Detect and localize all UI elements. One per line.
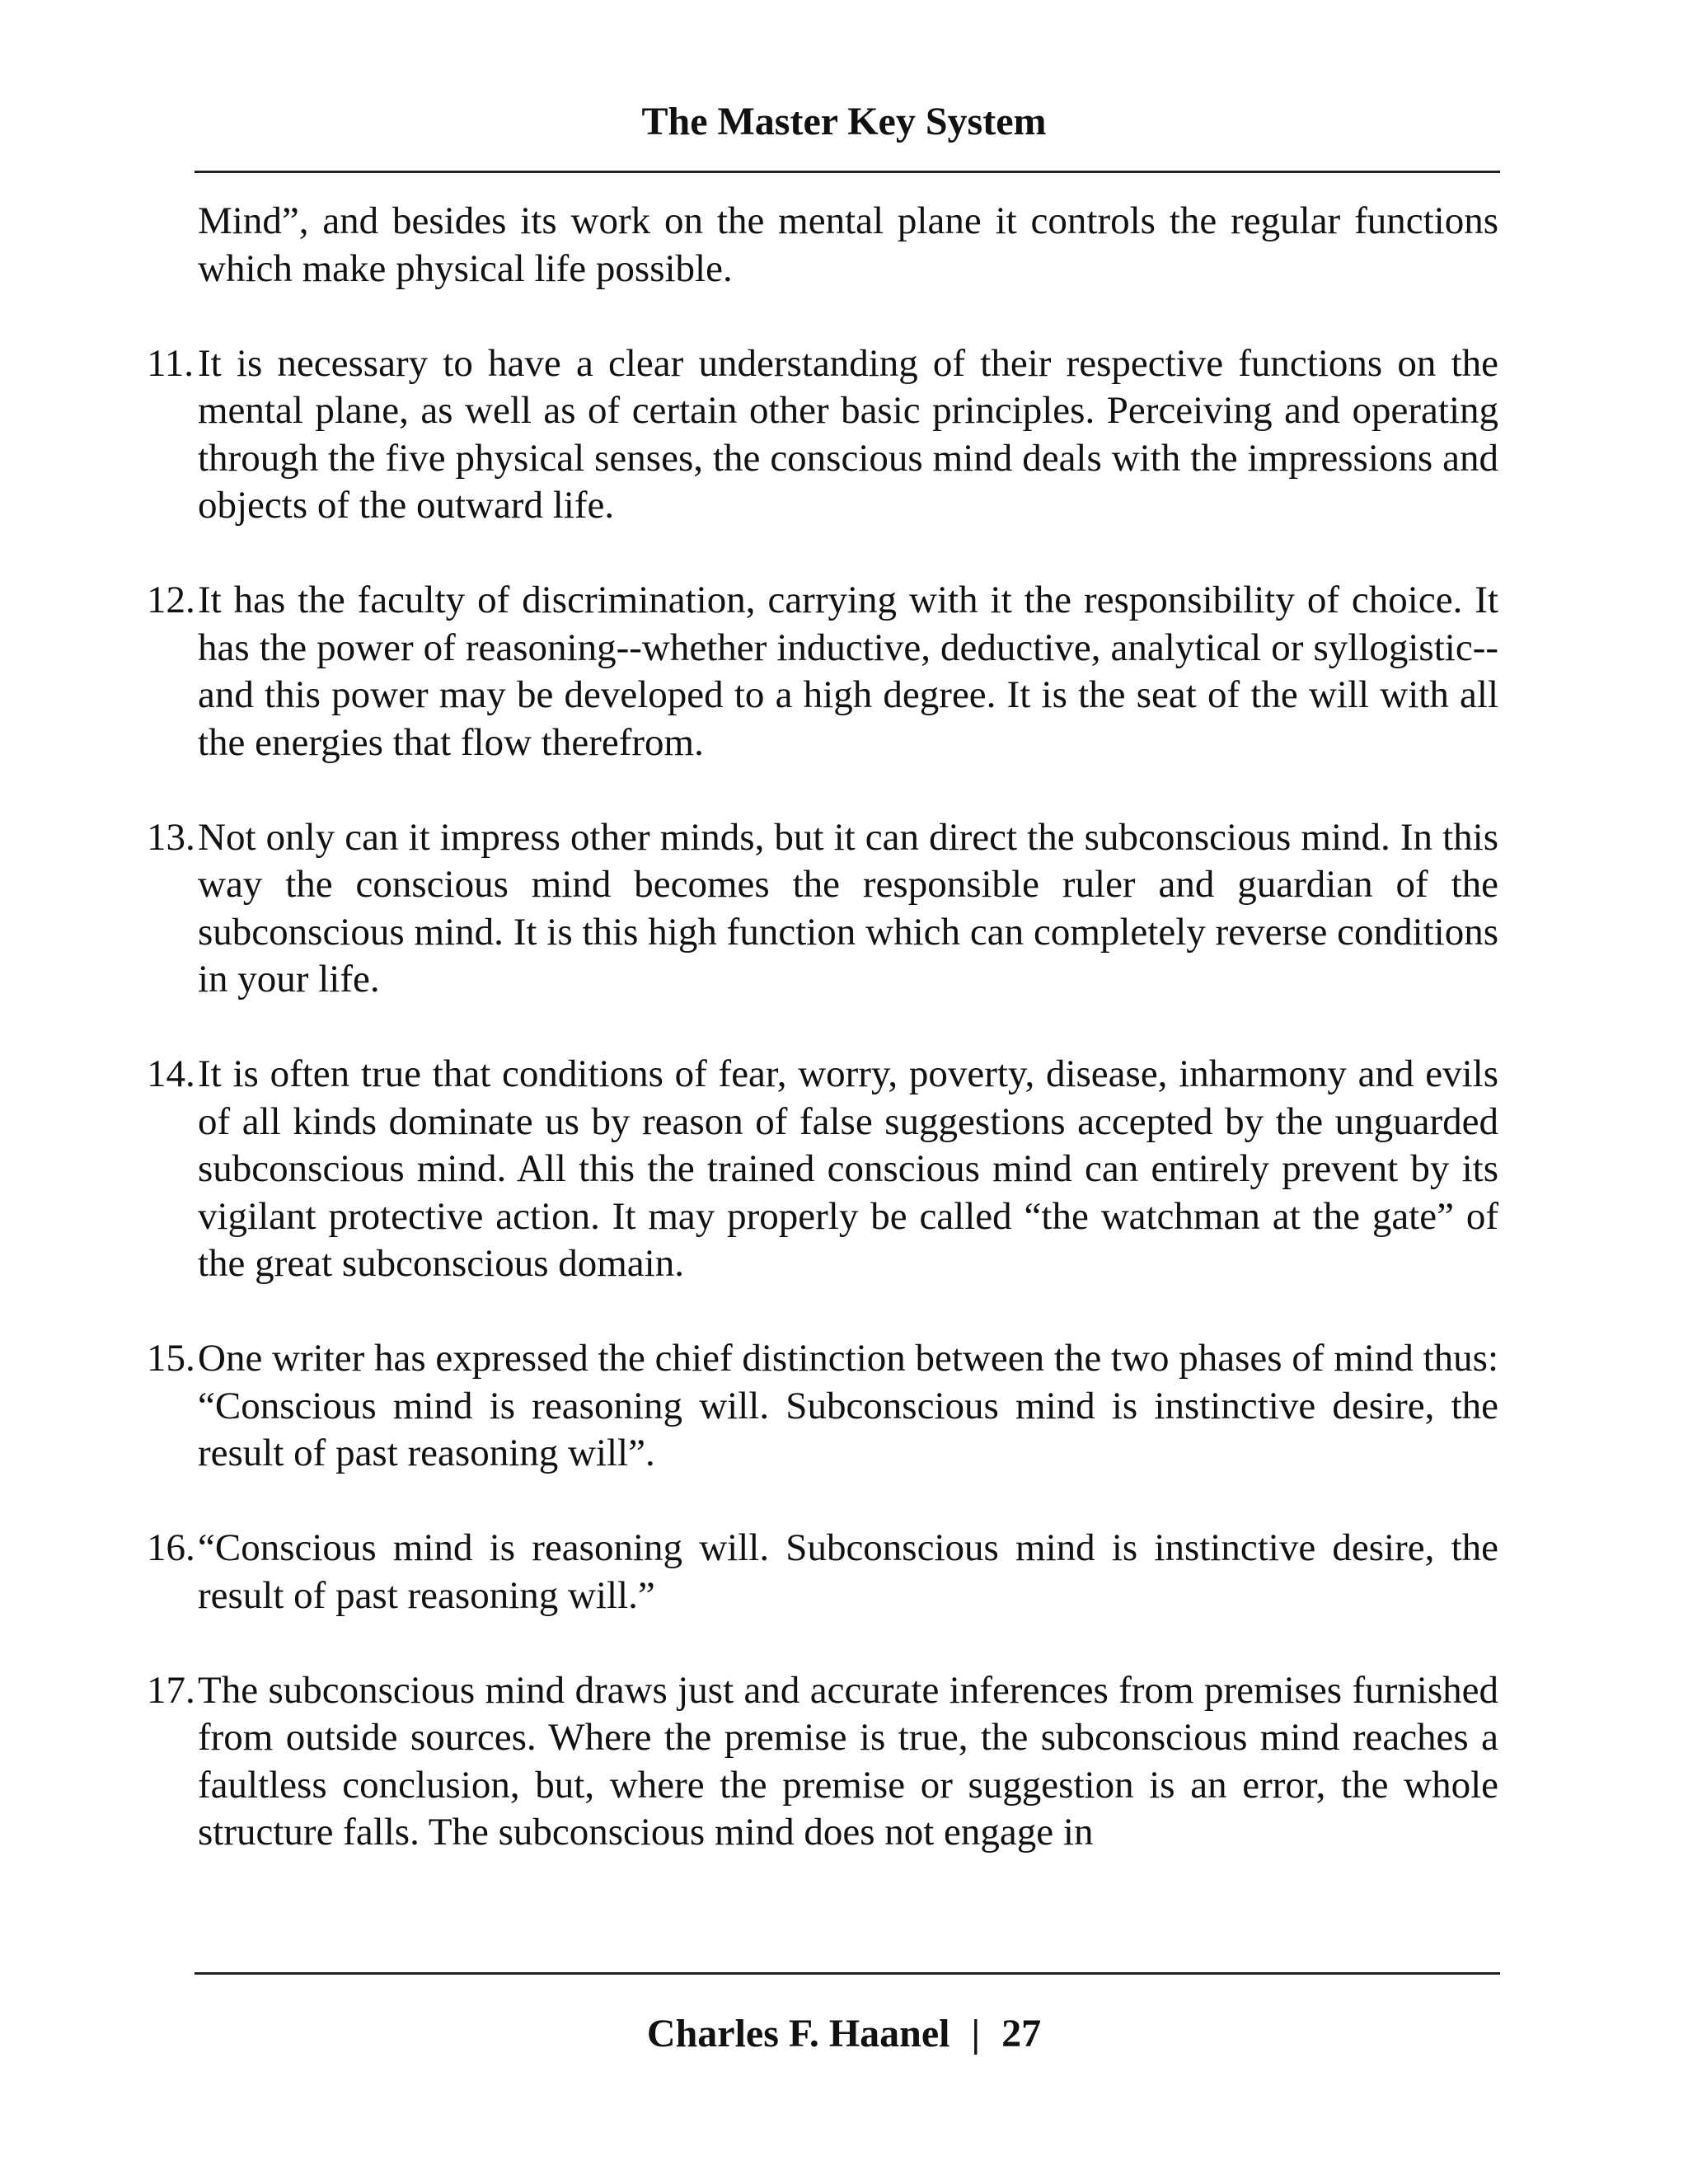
footer-divider: [195, 1972, 1500, 1975]
paragraph-text: It is necessary to have a clear understanding of their respective functions on the mental plane, as well as of certain other basic principles. Perceiving and operating through the five physical senses, the conscious mind deals with the impressions and objects of the outward life.: [198, 341, 1498, 527]
paragraph-text: It has the faculty of discrimination, carrying with it the responsibility of choice. It has the power of reasoning--whether inductive, deductive, analytical or syllogistic--and this power may be developed to a high degree. It is the seat of the will with all the energies that flow therefrom.: [198, 579, 1498, 764]
paragraph-text: Not only can it impress other minds, but it can direct the subconscious mind. In this way the conscious mind becomes the responsible ruler and guardian of the subconscious mind. It is this high function which can completely reverse conditions in your life.: [198, 815, 1498, 1001]
paragraph-number: 14.: [147, 1052, 195, 1095]
paragraph-number: 15.: [147, 1337, 195, 1380]
page-body: [147, 198, 1498, 1904]
paragraph-number: 13.: [147, 815, 195, 859]
numbered-paragraph-15: [147, 1335, 1498, 1478]
header-divider: [195, 171, 1500, 173]
footer-author: Charles F. Haanel: [646, 2012, 950, 2055]
paragraph-text: One writer has expressed the chief distinction between the two phases of mind thus: “Conscious mind is reasoning will. Subconscious mind is instinctive desire, the result of past reasoning will”.: [198, 1337, 1499, 1474]
paragraph-number: 12.: [147, 579, 195, 621]
paragraph-text: The subconscious mind draws just and accurate inferences from premises furnished from outside sources. Where the premise is true, the subconscious mind reaches a faultless conclusion, but, where the premise or suggestion is an error, the whole structure falls. The subconscious mind does not engage in: [198, 1668, 1498, 1854]
paragraph-text: Mind”, and besides its work on the mental plane it controls the regular functions which make physical life possible.: [198, 199, 1498, 290]
numbered-paragraph-13: [147, 814, 1498, 1004]
paragraph-text: “Conscious mind is reasoning will. Subconscious mind is instinctive desire, the result of past reasoning will.”: [198, 1526, 1498, 1617]
numbered-paragraph-17: [147, 1667, 1498, 1857]
paragraph-number: 11.: [147, 341, 195, 385]
page-number: 27: [1001, 2012, 1042, 2055]
paragraph-number: 17.: [147, 1668, 195, 1712]
page-footer: [0, 2009, 1688, 2059]
numbered-paragraph-16: [147, 1525, 1498, 1619]
numbered-paragraph-12: [147, 577, 1498, 766]
numbered-paragraph-11: [147, 340, 1498, 530]
continuation-paragraph: [147, 198, 1498, 293]
paragraph-text: It is often true that conditions of fear, worry, poverty, disease, inharmony and evils of all kinds dominate us by reason of false suggestions accepted by the unguarded subconscious mind. All this the trained conscious mind can entirely prevent by its vigilant protective action. It may properly be called “the watchman at the gate” of the great subconscious domain.: [198, 1052, 1498, 1285]
paragraph-number: 16.: [147, 1526, 195, 1569]
numbered-paragraph-14: [147, 1051, 1498, 1288]
footer-separator: |: [971, 2012, 981, 2055]
running-header-title: The Master Key System: [641, 100, 1047, 143]
